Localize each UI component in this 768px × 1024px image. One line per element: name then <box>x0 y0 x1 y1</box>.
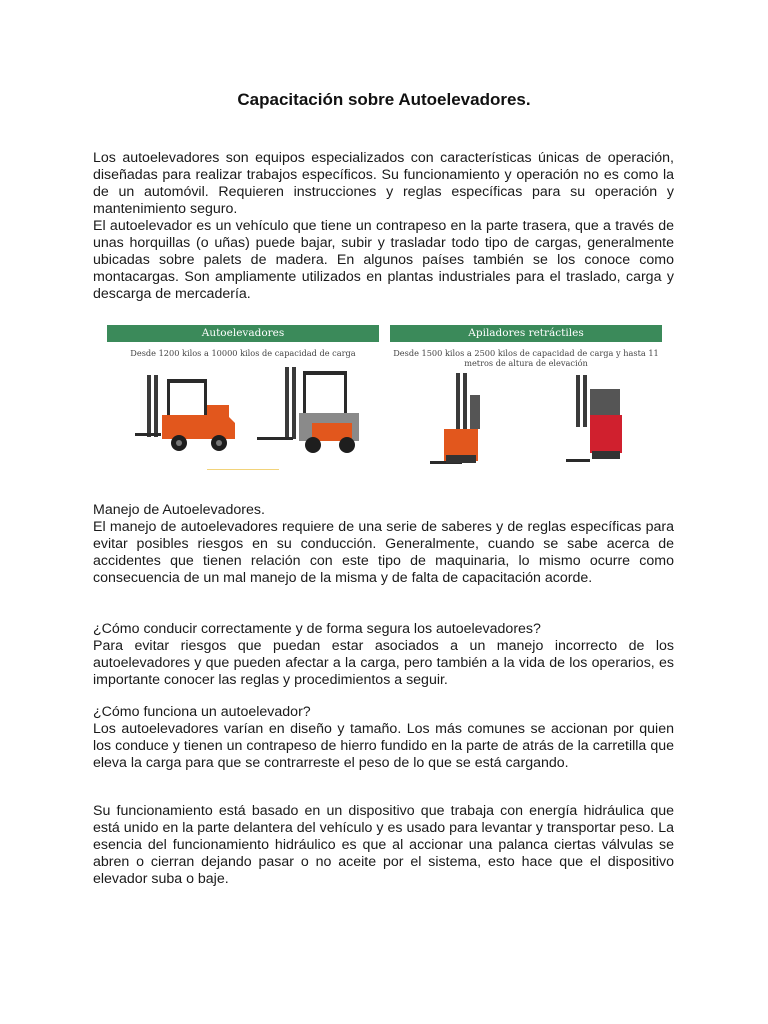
stackers-illustration <box>390 365 662 475</box>
hydraulic-body: Su funcionamiento está basado en un dispositivo que trabaja con energía hidráulica que está unido en la parte delantera del vehículo y es usado para levantar y transportar peso. La esencia del funcionamiento hidráulico es que al accionar una palanca ciertas válvulas se abren o cierran dejando pasar o no aceite por el sistema, esto hace que el dispositivo elevador suba o baje. <box>93 803 674 887</box>
intro-section <box>93 150 674 303</box>
handling-heading: Manejo de Autoelevadores. <box>93 502 265 518</box>
reach-truck-orange-icon <box>430 373 480 464</box>
forklifts-illustration <box>107 365 379 475</box>
how-heading: ¿Cómo funciona un autoelevador? <box>93 704 311 720</box>
figure-banner-stackers: Apiladores retráctiles <box>390 325 662 342</box>
figure-caption-stackers: Desde 1500 kilos a 2500 kilos de capacidad de carga y hasta 11 metros de altura de elevación <box>393 348 659 368</box>
figure-panel-stackers <box>390 325 662 475</box>
figure-caption-forklifts: Desde 1200 kilos a 10000 kilos de capacidad de carga <box>130 348 356 358</box>
document-title: Capacitación sobre Autoelevadores. <box>237 90 531 109</box>
handling-body: El manejo de autoelevadores requiere de una serie de saberes y de reglas específicas para evitar posibles riesgos en su conducción. Generalmente, cuando se sabe acerca de accidentes que tienen relación con este tipo de maquinaria, lo mismo ocurre como consecuencia de un mal manejo de la misma y de falta de capacitación acorde. <box>93 519 674 586</box>
driving-section <box>93 621 674 689</box>
intro-paragraph-2: El autoelevador es un vehículo que tiene un contrapeso en la parte trasera, que a través de unas horquillas (o uñas) puede bajar, subir y trasladar todo tipo de cargas, generalmente ubicadas sobre palets de madera. En algunos países también se los conoce como montacargas. Son ampliamente utilizados en plantas industriales para el traslado, carga y descarga de mercadería. <box>93 218 674 302</box>
handling-section <box>93 502 674 587</box>
forklift-electric-icon <box>257 367 359 453</box>
forklift-figure <box>105 325 665 475</box>
intro-paragraph-1: Los autoelevadores son equipos especializados con características únicas de operación, diseñadas para realizar trabajos específicos. Su funcionamiento y operación no es como la de un automóvil. Requieren instrucciones y reglas específicas para su operación y mantenimiento seguro. <box>93 150 674 217</box>
figure-banner-forklifts: Autoelevadores <box>107 325 379 342</box>
how-section <box>93 704 674 772</box>
how-body: Los autoelevadores varían en diseño y tamaño. Los más comunes se accionan por quien los conduce y tienen un contrapeso de hierro fundido en la parte de atrás de la carretilla que eleva la carga para que se contrarreste el peso de lo que se está cargando. <box>93 721 674 771</box>
driving-heading: ¿Cómo conducir correctamente y de forma segura los autoelevadores? <box>93 621 541 637</box>
forklift-orange-icon <box>135 375 235 451</box>
figure-panel-forklifts <box>107 325 379 475</box>
driving-body: Para evitar riesgos que puedan estar asociados a un manejo incorrecto de los autoelevadores y que pueden afectar a la carga, pero también a la vida de los operarios, es importante conocer las reglas y procedimientos a seguir. <box>93 638 674 688</box>
reach-truck-red-icon <box>566 375 622 462</box>
hydraulic-section <box>93 803 674 888</box>
